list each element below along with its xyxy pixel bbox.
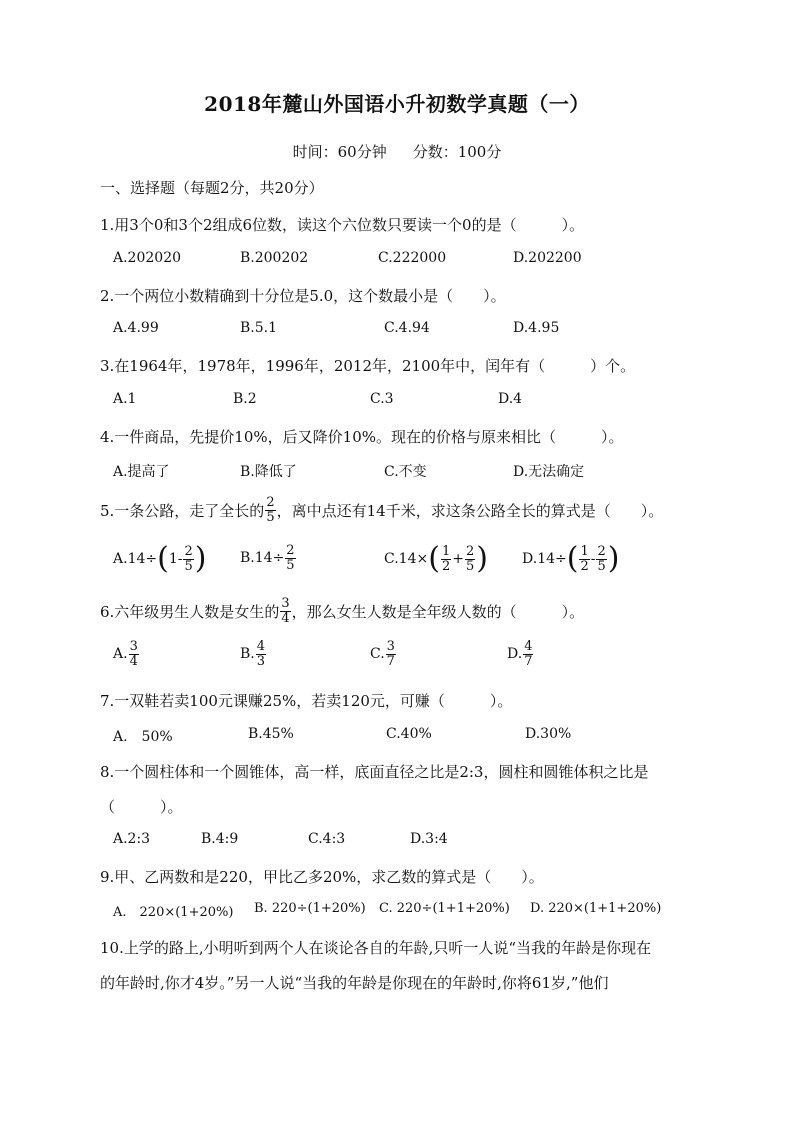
option-fraction [441, 545, 451, 573]
fraction-numerator: 2 [286, 543, 295, 558]
option-fraction [256, 640, 266, 668]
q1-option-b: B.200202 [240, 250, 309, 266]
fraction-numerator: 2 [184, 543, 193, 559]
option-expr: 14÷ [537, 551, 567, 567]
q5-stem-post: ，离中点还有14千米，求这条公路全长的算式是（ ）。 [276, 501, 664, 520]
question-4-stem: 4.一件商品，先提价10%，后又降价10%。现在的价格与原来相比（ ）。 [100, 428, 624, 446]
fraction-denominator: 5 [465, 558, 475, 574]
fraction-numerator: 2 [266, 495, 275, 510]
q6-stem-pre: 6.六年级男生人数是女生的 [100, 602, 280, 621]
fraction-numerator: 1 [580, 543, 589, 559]
option-operator: - [590, 551, 596, 567]
question-2-stem: 2.一个两位小数精确到十分位是5.0，这个数最小是（ ）。 [100, 287, 506, 305]
q3-option-c: C.3 [370, 391, 394, 407]
fraction-numerator: 2 [597, 543, 606, 559]
fraction-numerator: 3 [129, 639, 138, 654]
exam-time: 时间：60分钟 [292, 143, 387, 161]
fraction-denominator: 7 [386, 653, 395, 669]
paren-close: ) [194, 541, 207, 576]
paren-open: ( [428, 541, 440, 576]
option-fraction [523, 640, 533, 668]
q7-option-b: B.45% [248, 726, 294, 742]
q5-option-b [240, 544, 297, 572]
q4-option-c: C.不变 [384, 464, 427, 480]
option-fraction [129, 640, 139, 668]
q3-option-b: B.2 [233, 391, 257, 407]
page-title: 2018年麓山外国语小升初数学真题（一） [204, 92, 590, 116]
option-fraction [183, 545, 193, 573]
q5-option-d [522, 541, 620, 576]
option-fraction [465, 545, 475, 573]
option-label: A. [113, 646, 128, 663]
fraction-denominator: 2 [580, 558, 589, 574]
q6-option-c [370, 640, 397, 668]
q8-option-d: D.3:4 [410, 831, 448, 847]
option-label: A. [113, 551, 128, 567]
q4-option-a: A.提高了 [113, 464, 170, 480]
fraction-denominator: 5 [286, 557, 295, 573]
option-label: C. [370, 646, 385, 663]
q9-option-d: D. 220×(1+1+20%) [530, 901, 662, 916]
section-heading: 一、选择题（每题2分，共20分） [100, 179, 324, 197]
option-expr: 14÷ [127, 551, 158, 567]
q7-option-a: A. 50% [113, 729, 173, 745]
option-label: D. [507, 646, 523, 663]
q8-option-c: C.4:3 [308, 831, 346, 847]
q9-option-b: B. 220÷(1+20%) [254, 901, 366, 916]
option-expr: 1- [168, 551, 183, 567]
fraction-numerator: 2 [465, 543, 475, 559]
option-fraction [596, 545, 606, 573]
q2-option-c: C.4.94 [384, 320, 430, 336]
paren-open: ( [157, 541, 169, 576]
fraction-denominator: 4 [129, 653, 138, 669]
option-operator: + [452, 551, 464, 567]
option-label: B. [240, 550, 255, 567]
q5-stem-fraction [265, 496, 275, 524]
fraction-denominator: 7 [524, 653, 533, 669]
q2-option-b: B.5.1 [240, 320, 278, 336]
q3-option-a: A.1 [113, 391, 137, 407]
option-fraction [386, 640, 396, 668]
fraction-denominator: 5 [597, 558, 606, 574]
paren-open: ( [566, 541, 579, 576]
option-expr: 14÷ [254, 550, 285, 567]
q5-option-c [384, 541, 488, 576]
q9-option-a: A. 220×(1+20%) [113, 905, 234, 920]
q3-option-d: D.4 [498, 391, 523, 407]
fraction-numerator: 1 [441, 543, 451, 559]
question-8-stem-cont: （ ）。 [100, 798, 183, 816]
question-8-stem: 8.一个圆柱体和一个圆锥体，高一样，底面直径之比是2:3，圆柱和圆锥体积之比是 [100, 763, 649, 781]
fraction-numerator: 3 [386, 639, 395, 654]
paren-close: ) [476, 541, 488, 576]
paren-close: ) [607, 541, 620, 576]
q2-option-a: A.4.99 [113, 320, 159, 336]
fraction-denominator: 5 [184, 558, 193, 574]
question-5-stem [100, 496, 663, 524]
fraction-denominator: 5 [266, 509, 275, 525]
q7-option-c: C.40% [386, 726, 432, 742]
fraction-numerator: 4 [256, 639, 266, 654]
q2-option-d: D.4.95 [513, 320, 560, 336]
q1-option-d: D.202200 [513, 250, 582, 266]
q1-option-a: A.202020 [113, 250, 182, 266]
fraction-numerator: 4 [524, 639, 533, 654]
question-10-line-1: 10.上学的路上,小明听到两个人在谈论各自的年龄,只听一人说“当我的年龄是你现在 [100, 939, 652, 957]
q6-option-a [113, 640, 140, 668]
question-10-line-2: 的年龄时,你才4岁。”另一人说“当我的年龄是你现在的年龄时,你将61岁,”他们 [100, 974, 609, 992]
fraction-numerator: 3 [281, 596, 290, 611]
q6-stem-fraction [280, 597, 290, 625]
exam-score: 分数：100分 [412, 143, 502, 161]
fraction-denominator: 2 [441, 558, 451, 574]
q6-option-b [240, 640, 267, 668]
option-label: B. [240, 646, 255, 663]
q5-stem-pre: 5.一条公路，走了全长的 [100, 501, 265, 520]
q6-option-d [507, 640, 534, 668]
q5-option-a [113, 541, 207, 576]
q4-option-b: B.降低了 [240, 464, 297, 480]
option-label: C. [384, 551, 399, 567]
question-6-stem [100, 597, 584, 625]
fraction-denominator: 4 [281, 610, 290, 626]
option-fraction [579, 545, 589, 573]
option-label: D. [522, 551, 538, 567]
question-7-stem: 7.一双鞋若卖100元课赚25%，若卖120元，可赚（ ）。 [100, 692, 513, 710]
q9-option-c: C. 220÷(1+1+20%) [379, 901, 510, 916]
q4-option-d: D.无法确定 [513, 464, 585, 480]
option-fraction [285, 544, 295, 572]
q6-stem-post: ，那么女生人数是全年级人数的（ ）。 [291, 602, 585, 621]
question-9-stem: 9.甲、乙两数和是220，甲比乙多20%，求乙数的算式是（ ）。 [100, 868, 544, 886]
option-expr: 14× [398, 551, 429, 567]
question-1-stem: 1.用3个0和3个2组成6位数，读这个六位数只要读一个0的是（ ）。 [100, 216, 585, 234]
q8-option-b: B.4:9 [201, 831, 239, 847]
q8-option-a: A.2:3 [113, 831, 151, 847]
q7-option-d: D.30% [525, 726, 572, 742]
q1-option-c: C.222000 [378, 250, 447, 266]
fraction-denominator: 3 [256, 653, 266, 669]
exam-meta [0, 141, 794, 162]
question-3-stem: 3.在1964年，1978年，1996年，2012年，2100年中，闰年有（ ）个。 [100, 357, 636, 375]
